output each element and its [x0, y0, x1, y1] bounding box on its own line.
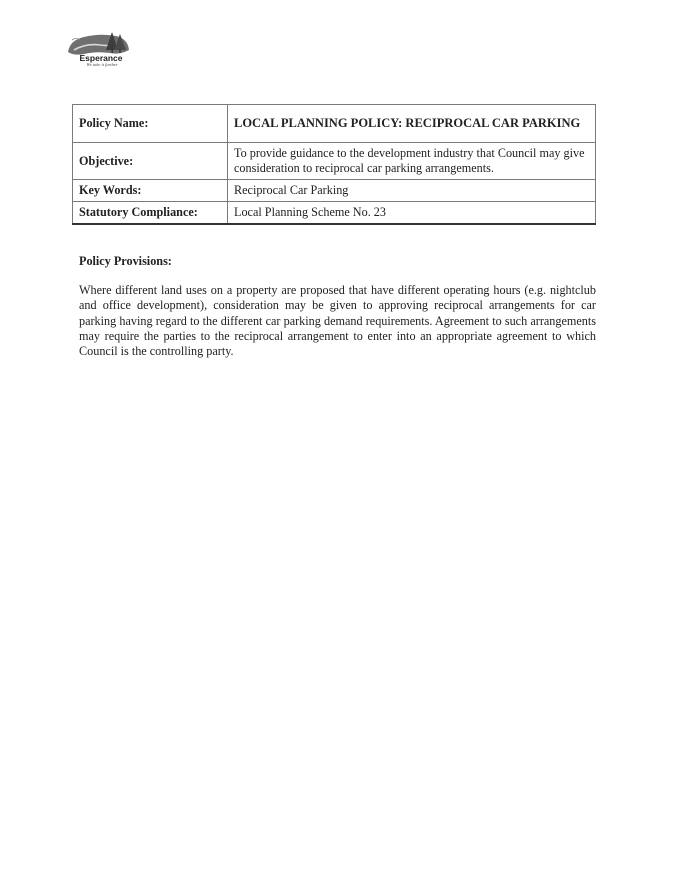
shire-logo: [66, 28, 132, 72]
logo-name: Esperance: [79, 53, 123, 63]
key-words-value: Reciprocal Car Parking: [228, 180, 596, 202]
table-row: [73, 180, 596, 202]
key-words-label: Key Words:: [73, 180, 228, 202]
policy-name-label: Policy Name:: [73, 105, 228, 143]
policy-provisions-text: Where different land uses on a property are proposed that have different operating hours (e.g. nightclub and office development), consideration may be given to approving reciprocal arrangements for car parking having regard to the different car parking demand requirements. Agreement to such arrangements may require the parties to the reciprocal arrangement to enter into an appropriate agreement to which Council is the controlling party.: [79, 283, 596, 359]
policy-name-value: LOCAL PLANNING POLICY: RECIPROCAL CAR PARKING: [228, 105, 596, 143]
objective-value: To provide guidance to the development industry that Council may give consideration to reciprocal car parking arrangements.: [228, 143, 596, 180]
objective-label: Objective:: [73, 143, 228, 180]
table-row: [73, 105, 596, 143]
table-row: [73, 143, 596, 180]
statutory-compliance-value: Local Planning Scheme No. 23: [228, 202, 596, 224]
policy-provisions-heading: Policy Provisions:: [79, 254, 172, 268]
policy-info-table: [72, 104, 596, 225]
table-row: [73, 202, 596, 224]
logo-tagline: We take it further: [86, 62, 118, 67]
statutory-compliance-label: Statutory Compliance:: [73, 202, 228, 224]
